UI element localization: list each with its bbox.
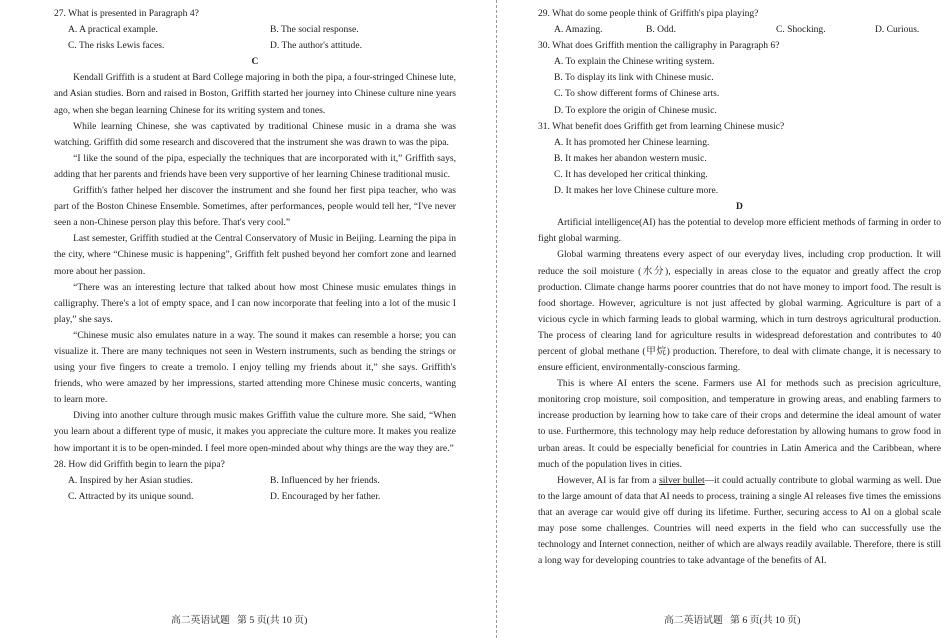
- question-28-stem: 28. How did Griffith begin to learn the pipa?: [54, 458, 225, 470]
- question-31-stem: 31. What benefit does Griffith get from learning Chinese music?: [538, 120, 785, 132]
- q28-option-c: C. Attracted by its unique sound.: [68, 490, 194, 502]
- passage-c-paragraph-6: “There was an interesting lecture that talked about how most Chinese music emulates things in calligraphy. There's a lot of empty space, and I can now incorporate that feeling into a lot of the music I play,” she says.: [54, 281, 456, 325]
- left-page: [54, 6, 456, 505]
- q30-option-a: A. To explain the Chinese writing system.: [554, 56, 715, 68]
- passage-c-paragraph-1: Kendall Griffith is a student at Bard College majoring in both the pipa, a four-stringed Chinese lute, and Asian studies. Born and raised in Boston, Griffith started her journey into Chinese culture nine years ago, when she began learning Chinese for its writing system and tones.: [54, 72, 456, 116]
- q30-option-d: D. To explore the origin of Chinese music.: [554, 104, 717, 116]
- section-d-heading: D: [736, 201, 743, 213]
- q28-option-a: A. Inspired by her Asian studies.: [68, 474, 193, 486]
- paragraph-4-text-after: —it could actually contribute to global warming as well. Due to the large amount of data that AI needs to process, training a single AI releases five times the emissions that an average car would give off during its lifetime. Further, securing access to AI on a global scale may pose some challenges. Countries will need experts in the field who can successfully use the technology and Internet connection, neither of which are always readily available. Therefore, there is still a long way for developing countries to take advantage of the benefits of AI.: [538, 474, 941, 567]
- passage-c-paragraph-2: While learning Chinese, she was captivated by traditional Chinese music in a drama she was watching. Griffith did some research and discovered that the instrument she was drawn to was the pipa.: [54, 120, 456, 148]
- passage-c-paragraph-7: “Chinese music also emulates nature in a way. The sound it makes can resemble a horse; you can visualize it. There are many techniques not seen in Western instruments, such as bending the strings or using your five fingers to create a tremolo. I enjoy telling my friends about it,” she says. Griffith's friends, who were amazed by her impressions, started attending more Chinese music concerts, wanting to learn more.: [54, 329, 456, 406]
- silver-bullet-underlined: silver bullet: [659, 474, 705, 486]
- question-27-stem: 27. What is presented in Paragraph 4?: [54, 8, 199, 19]
- passage-c-paragraph-4: Griffith's father helped her discover the instrument and she found her first pipa teacher, who was part of the Boston Chinese Ensemble. Sometimes, after performances, people would tell her, “I've never seen a non-Chinese person play this before. That's very cool.”: [54, 185, 456, 229]
- q27-option-c: C. The risks Lewis faces.: [68, 40, 165, 52]
- q29-option-b: B. Odd.: [646, 24, 676, 36]
- question-30-stem: 30. What does Griffith mention the calligraphy in Paragraph 6?: [538, 40, 780, 52]
- question-31-options: [538, 135, 941, 199]
- question-29-stem: 29. What do some people think of Griffith's pipa playing?: [538, 8, 759, 19]
- q31-option-b: B. It makes her abandon western music.: [554, 152, 707, 164]
- question-27-options: [54, 22, 456, 54]
- q29-option-d: D. Curious.: [875, 24, 920, 36]
- q27-option-b: B. The social response.: [270, 24, 359, 36]
- q28-option-d: D. Encouraged by her father.: [270, 490, 381, 502]
- q31-option-a: A. It has promoted her Chinese learning.: [554, 136, 710, 148]
- q31-option-d: D. It makes her love Chinese culture more.: [554, 185, 719, 197]
- q27-option-a: A. A practical example.: [68, 24, 158, 36]
- passage-d-paragraph-3: This is where AI enters the scene. Farmers use AI for methods such as precision agriculture, monitoring crop moisture, soil composition, and temperature in growing areas, and enabling farmers to increase production by learning how to take care of their crops and determine the ideal amount of water to use. Furthermore, this technology may help reduce deforestation by allowing humans to grow food in urban areas. It could be especially beneficial for countries in Latin America and the Caribbean, where much of the population lives in cities.: [538, 378, 941, 470]
- right-page: [538, 6, 941, 569]
- passage-d-paragraph-2: Global warming threatens every aspect of our everyday lives, including crop production. It will reduce the soil moisture (水分), especially in areas close to the equator and greatly affect the crop production. Climate change harms poorer countries that do not have money to import food. The result is food shortage. However, agriculture is not just affected by global warming. Agriculture is part of a vicious cycle in which farming leads to global warming, which in turn destroys agricultural production. The process of clearing land for agriculture results in widespread deforestation and contributes to 40 percent of global methane (甲烷) production. Therefore, to deal with climate change, it is necessary to ensure efficient, environmentally-conscious farming.: [538, 249, 941, 374]
- q28-option-b: B. Influenced by her friends.: [270, 474, 380, 486]
- paragraph-4-text-before: However, AI is far from a: [557, 474, 660, 486]
- question-28-options: [54, 473, 456, 505]
- passage-c-paragraph-5: Last semester, Griffith studied at the Central Conservatory of Music in Beijing. Learning the pipa in the city, where “Chinese music is happening”, Griffith felt pushed beyond her comfort zone and learned more about her passion.: [54, 233, 456, 277]
- question-30-options: [538, 54, 941, 118]
- passage-d-paragraph-4: [538, 473, 941, 570]
- q30-option-c: C. To show different forms of Chinese arts.: [554, 88, 720, 100]
- page-footer-5: 高二英语试题 第 5 页(共 10 页): [171, 615, 308, 626]
- page-footer-6: 高二英语试题 第 6 页(共 10 页): [664, 615, 801, 626]
- passage-c-paragraph-8: Diving into another culture through music makes Griffith value the culture more. She said, “When you learn about a different type of music, it makes you appreciate the culture more. It makes you realize how important it is to be open-minded. I feel more open-minded about why things are the way they are.”: [54, 410, 456, 454]
- section-c-heading: C: [251, 56, 259, 68]
- passage-d-paragraph-1: Artificial intelligence(AI) has the potential to develop more efficient methods of farming in order to fight global warming.: [538, 217, 941, 245]
- page-divider: [496, 0, 497, 638]
- question-29-options: [538, 22, 941, 38]
- passage-c-paragraph-3: “I like the sound of the pipa, especially the techniques that are incorporated with it,” Griffith says, adding that her parents and friends have been very supportive of her learning Chinese traditional music.: [54, 152, 456, 180]
- q31-option-c: C. It has developed her critical thinking.: [554, 168, 708, 180]
- q30-option-b: B. To display its link with Chinese music.: [554, 72, 714, 84]
- q29-option-a: A. Amazing.: [554, 24, 603, 36]
- q29-option-c: C. Shocking.: [776, 24, 826, 36]
- q27-option-d: D. The author's attitude.: [270, 40, 362, 52]
